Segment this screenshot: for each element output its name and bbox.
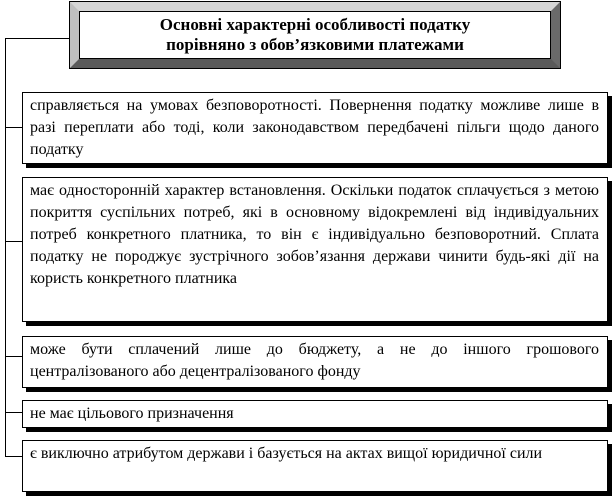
feature-text-4: не має цільового призначення	[30, 405, 234, 422]
title-line-2: порівняно з обов’язковими платежами	[166, 35, 464, 54]
feature-text-3: може бути сплачений лише до бюджету, а не до іншого грошового централізованого або децентралізованого фонду	[30, 341, 599, 380]
feature-text-1: справляється на умовах безповоротності. Повернення податку можливе лише в разі переплати або тоді, коли законодавством передбачені пільги щодо даного податку	[30, 97, 599, 158]
feature-box-3	[22, 336, 608, 388]
connector-vertical-line	[5, 38, 6, 456]
connector-branch-3	[5, 356, 22, 357]
connector-branch-2	[5, 241, 22, 242]
feature-text-2: має односторонній характер встановлення. Оскільки податок сплачується з метою покриття суспільних потреб, які в основному відокремлені від індивідуальних потреб конкретного платника, то він є індивідуально безповоротний. Сплата податку не породжує зустрічного зобов’язання держави чинити будь-які дії на користь конкретного платника	[30, 182, 599, 287]
title-line-1: Основні характерні особливості податку	[159, 15, 471, 34]
diagram-title-box	[70, 2, 560, 68]
feature-box-5	[22, 440, 608, 492]
connector-title-line	[5, 38, 70, 39]
feature-text-5: є виключно атрибутом держави і базується на актах вищої юридичної сили	[30, 445, 543, 462]
diagram-title	[79, 11, 551, 59]
connector-branch-5	[5, 456, 22, 457]
connector-branch-4	[5, 412, 22, 413]
feature-box-4	[22, 400, 608, 428]
feature-box-1	[22, 92, 608, 164]
feature-box-2	[22, 177, 608, 322]
connector-branch-1	[5, 127, 22, 128]
